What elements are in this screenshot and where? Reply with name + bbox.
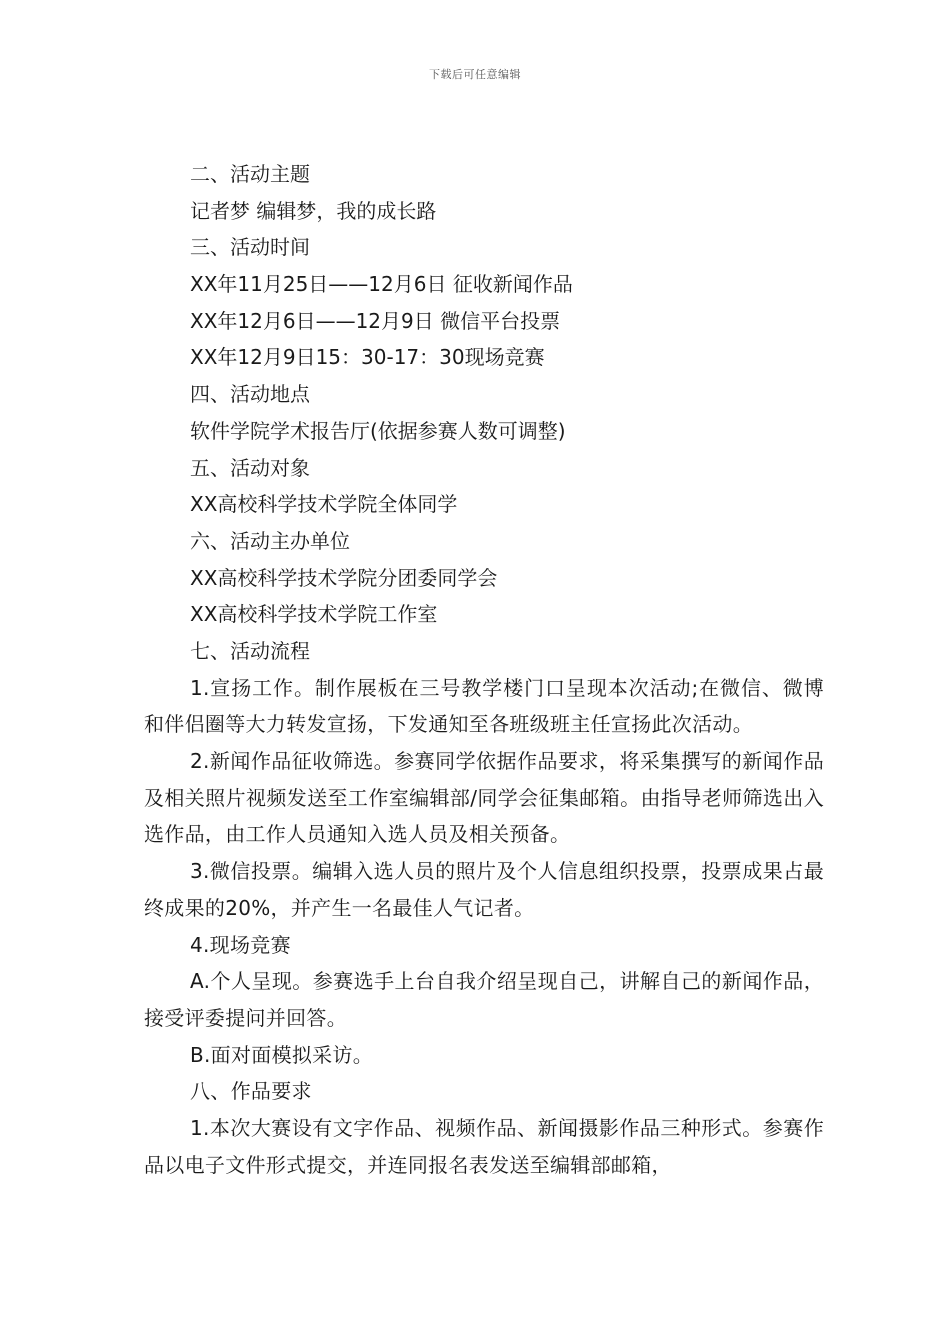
time-item-1: XX年11月25日——12月6日 征收新闻作品 xyxy=(190,272,573,297)
section-heading-theme: 二、活动主题 xyxy=(190,162,310,186)
section-heading-process: 七、活动流程 xyxy=(190,638,310,663)
organizer-text-2: XX高校科学技术学院工作室 xyxy=(190,602,438,627)
audience-text: XX高校科学技术学院全体同学 xyxy=(190,492,458,517)
section-heading-organizer: 六、活动主办单位 xyxy=(190,528,350,553)
process-paragraph-4: 4.现场竞赛 xyxy=(190,932,291,957)
document-body xyxy=(144,156,824,1183)
section-heading-audience: 五、活动对象 xyxy=(190,455,310,480)
time-item-2: XX年12月6日——12月9日 微信平台投票 xyxy=(190,308,561,333)
requirements-paragraph-1: 1.本次大赛设有文字作品、视频作品、新闻摄影作品三种形式。参赛作品以电子文件形式提交，并连同报名表发送至编辑部邮箱， xyxy=(144,1116,824,1177)
section-heading-time: 三、活动时间 xyxy=(190,235,310,260)
process-paragraph-2: 2.新闻作品征收筛选。参赛同学依据作品要求，将采集撰写的新闻作品及相关照片视频发送至工作室编辑部/同学会征集邮箱。由指导老师筛选出入选作品，由工作人员通知入选人员及相关预备。 xyxy=(144,749,824,847)
process-paragraph-3: 3.微信投票。编辑入选人员的照片及个人信息组织投票，投票成果占最终成果的20%，并产生一名最佳人气记者。 xyxy=(144,859,824,920)
time-item-3: XX年12月9日15：30-17：30现场竞赛 xyxy=(190,345,545,370)
section-heading-location: 四、活动地点 xyxy=(190,382,310,407)
process-paragraph-4b: B.面对面模拟采访。 xyxy=(190,1042,374,1067)
location-text: 软件学院学术报告厅(依据参赛人数可调整) xyxy=(190,418,566,443)
header-note: 下载后可任意编辑 xyxy=(429,68,521,81)
organizer-text-1: XX高校科学技术学院分团委同学会 xyxy=(190,565,498,590)
process-paragraph-4a: A.个人呈现。参赛选手上台自我介绍呈现自己，讲解自己的新闻作品，接受评委提问并回答。 xyxy=(144,969,824,1030)
theme-text: 记者梦 编辑梦，我的成长路 xyxy=(190,198,437,223)
process-paragraph-1: 1.宣扬工作。制作展板在三号教学楼门口呈现本次活动;在微信、微博和伴侣圈等大力转发宣扬，下发通知至各班级班主任宣扬此次活动。 xyxy=(144,675,824,737)
section-heading-requirements: 八、作品要求 xyxy=(190,1079,312,1104)
